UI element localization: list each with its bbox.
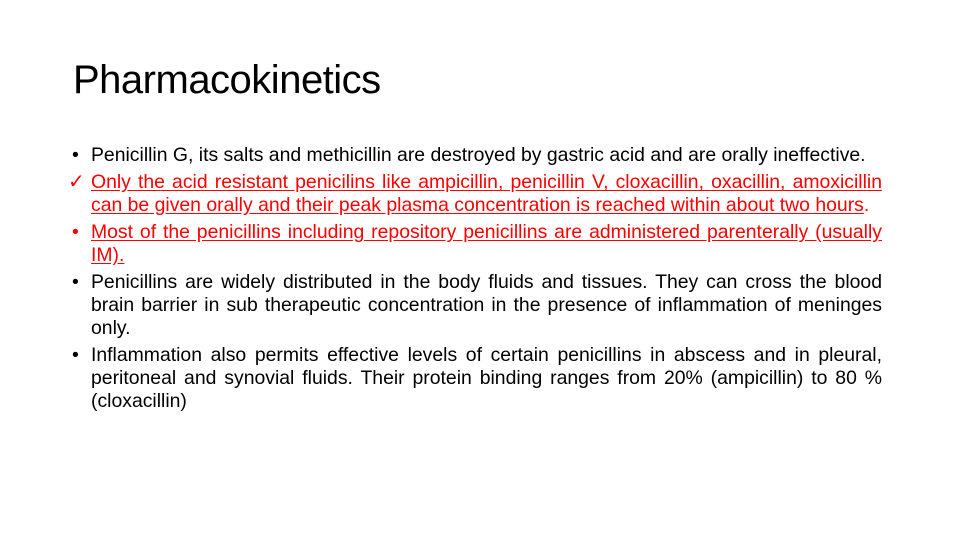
bullet-text-underlined: Most of the penicillins including repository penicillins are administered parenterally (usually IM). — [91, 221, 882, 266]
bullet-item-protein-binding — [72, 344, 882, 413]
bullet-dot-icon: • — [72, 271, 79, 293]
bullet-text-underlined: Only the acid resistant penicilins like ampicillin, penicillin V, cloxacillin, oxacillin, amoxicillin can be given orally and their peak plasma concentration is reached within about two hours — [91, 171, 882, 216]
bullet-item-distribution — [72, 271, 882, 340]
checkmark-icon: ✓ — [68, 171, 85, 193]
bullet-item-parenteral — [72, 221, 882, 267]
bullet-item-acid-resistant — [68, 171, 882, 217]
bullet-dot-icon: • — [72, 221, 79, 243]
bullet-item-oral-inactivation — [72, 144, 882, 167]
bullet-dot-icon: • — [72, 344, 79, 366]
bullet-text: Penicillins are widely distributed in the body fluids and tissues. They can cross the blood brain barrier in sub therapeutic concentration in the presence of inflammation of meninges only. — [91, 271, 882, 339]
bullet-text: Penicillin G, its salts and methicillin are destroyed by gastric acid and are orally ineffective. — [91, 144, 866, 166]
bullet-dot-icon: • — [72, 144, 79, 166]
bullet-list — [68, 144, 882, 413]
bullet-text: Inflammation also permits effective levels of certain penicillins in abscess and in pleural, peritoneal and synovial fluids. Their protein binding ranges from 20% (ampicillin) to 80 % (cloxacillin) — [91, 344, 882, 412]
slide-title: Pharmacokinetics — [73, 58, 381, 102]
bullet-text-tail: . — [863, 194, 870, 216]
